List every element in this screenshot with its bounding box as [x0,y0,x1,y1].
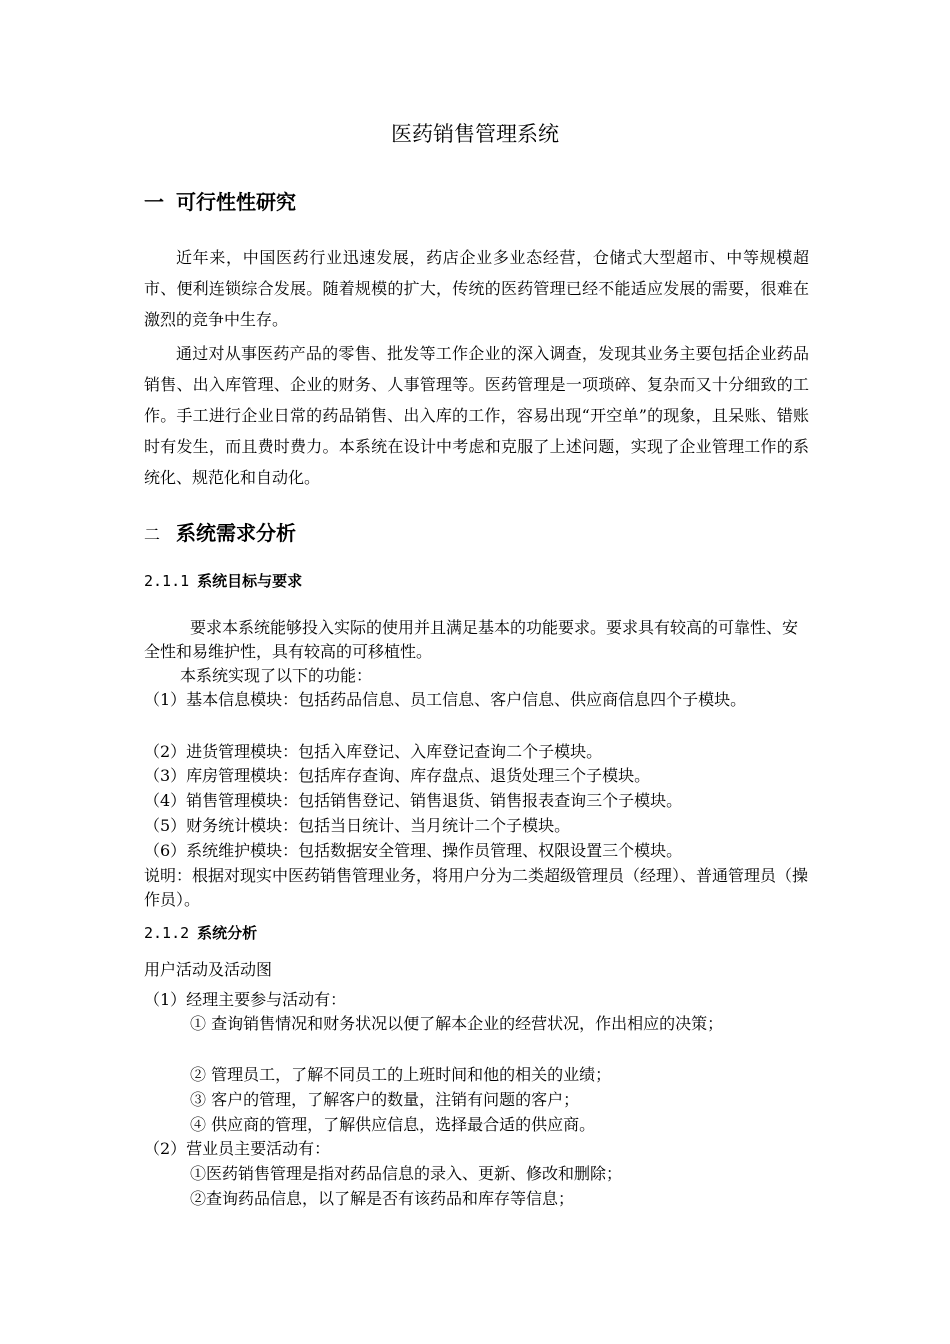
staff-activity-1: ①医药销售管理是指对药品信息的录入、更新、修改和删除； [190,1164,623,1183]
staff-activity-2: ②查询药品信息，以了解是否有该药品和库存等信息； [190,1189,575,1208]
section-1-heading [144,186,296,215]
activity-intro: 用户活动及活动图 [144,960,273,979]
section-2-title: 系统需求分析 [176,521,296,545]
document-title: 医药销售管理系统 [391,122,559,146]
manager-activity-4: ④ 供应商的管理，了解供应信息，选择最合适的供应商。 [190,1115,596,1134]
subsection-2-1-1-title: 系统目标与要求 [197,572,303,590]
subsection-2-1-2-title: 系统分析 [197,924,258,942]
section-2-heading [144,517,296,546]
section-1-paragraph-1: 近年来，中国医药行业迅速发展，药店企业多业态经营，仓储式大型超市、中等规模超市、便利连锁综合发展。随着规模的扩大，传统的医药管理已经不能适应发展的需要，很难在激烈的竞争中生存。 [144,248,809,329]
function-item-4: （4）销售管理模块：包括销售登记、销售退货、销售报表查询三个子模块。 [144,791,683,810]
section-1-number: 一 [144,190,164,214]
manager-activity-2: ② 管理员工，了解不同员工的上班时间和他的相关的业绩； [190,1065,612,1084]
subsection-2-1-1-heading [144,570,302,591]
subsection-2-1-1-paragraph-1: 要求本系统能够投入实际的使用并且满足基本的功能要求。要求具有较高的可靠性、安全性和易维护性，具有较高的可移植性。 [144,618,799,661]
subsection-2-1-1-paragraph-2: 本系统实现了以下的功能： [180,666,373,685]
function-item-2: （2）进货管理模块：包括入库登记、入库登记查询二个子模块。 [144,742,603,761]
manager-activities-heading: （1）经理主要参与活动有： [144,990,347,1009]
section-2-number: 二 [144,525,161,544]
function-item-6: （6）系统维护模块：包括数据安全管理、操作员管理、权限设置三个模块。 [144,841,683,860]
function-item-3: （3）库房管理模块：包括库存查询、库存盘点、退货处理三个子模块。 [144,766,651,785]
subsection-2-1-2-heading [144,922,257,943]
staff-activities-heading: （2）营业员主要活动有： [144,1139,331,1158]
section-1-paragraph-2: 通过对从事医药产品的零售、批发等工作企业的深入调查，发现其业务主要包括企业药品销售、出入库管理、企业的财务、人事管理等。医药管理是一项琐碎、复杂而又十分细致的工作。手工进行企业日常的药品销售、出入库的工作，容易出现“开空单”的现象，且呆账、错账时有发生，而且费时费力。本系统在设计中考虑和克服了上述问题，实现了企业管理工作的系统化、规范化和自动化。 [144,344,809,487]
manager-activity-3: ③ 客户的管理，了解客户的数量，注销有问题的客户； [190,1090,580,1109]
function-item-5: （5）财务统计模块：包括当日统计、当月统计二个子模块。 [144,816,571,835]
subsection-2-1-1-number: 2.1.1 [144,572,190,590]
section-1-title: 可行性性研究 [176,190,296,214]
function-item-1: （1）基本信息模块：包括药品信息、员工信息、客户信息、供应商信息四个子模块。 [144,690,747,709]
user-type-note: 说明：根据对现实中医药销售管理业务，将用户分为二类超级管理员（经理）、普通管理员（操作员）。 [144,866,809,909]
manager-activity-1: ① 查询销售情况和财务状况以便了解本企业的经营状况，作出相应的决策； [190,1014,724,1033]
subsection-2-1-2-number: 2.1.2 [144,924,190,942]
